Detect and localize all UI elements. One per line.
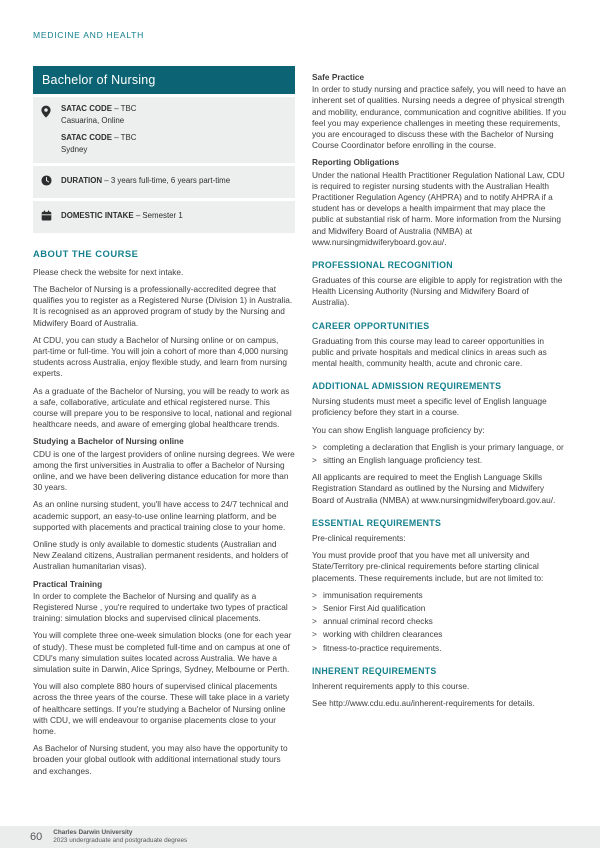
safe-practice-subheading: Safe Practice	[312, 72, 365, 82]
online-subheading: Studying a Bachelor of Nursing online	[33, 436, 184, 447]
duration-line	[61, 176, 230, 187]
paragraph-safe-practice: In order to study nursing and practice safely, you will need to have an inherent set of qualities. Nursing needs a degree of physical strength and mobility, endurance, communication and cognitive abilities. If you feel you may experience challenges in meeting these requirements, you are encouraged to discuss these with the Bachelor of Nursing Course Coordinator before enrolling in the course.	[312, 84, 566, 151]
list-item	[312, 603, 567, 614]
paragraph-essential-2: You must provide proof that you have met all university and State/Territory pre-clinical requirements before starting clinical placements. These requirements include, but are not limited to:	[312, 550, 544, 583]
paragraph-admission-3: All applicants are required to meet the English Language Skills Registration Standard as outlined by the Nursing and Midwifery Board of Australia (NMBA) at www.nursingmidwiferyboard.gov.au/.	[312, 472, 556, 505]
paragraph-about-2: At CDU, you can study a Bachelor of Nursing online or on campus, part-time or full-time. You will join a cohort of more than 4,000 nursing students across Australia, enjoy flexible study, and learn from nursing experts.	[33, 334, 289, 379]
duration-section	[33, 166, 295, 198]
preclinical-requirements-list	[312, 590, 567, 654]
essential-heading: ESSENTIAL REQUIREMENTS	[312, 517, 442, 528]
english-proficiency-list	[312, 442, 567, 466]
satac-code-label: SATAC CODE	[61, 133, 112, 143]
paragraph-online-3: Online study is only available to domestic students (Australian and New Zealand citizens, Australian permanent residents, and holders of Australian humanitarian visas).	[33, 538, 289, 572]
list-item-text: completing a declaration that English is your primary language, or	[323, 441, 564, 452]
paragraph-admission-2: You can show English language proficiency by:	[312, 424, 485, 435]
paragraph-practical-3: You will also complete 880 hours of supervised clinical placements across the three years of the course. These will take place in a variety of healthcare settings. If you're studying a Bachelor of Nursing online with CDU, we will endeavour to organise placements close to your home.	[33, 681, 290, 736]
bullet-glyph: >	[312, 616, 317, 627]
paragraph-admission-1: Nursing students must meet a specific level of English language proficiency before they start in a course.	[312, 396, 547, 418]
footer-text	[53, 829, 187, 846]
list-item	[312, 616, 567, 627]
intake-calendar-icon	[41, 208, 61, 226]
course-title: Bachelor of Nursing	[42, 73, 156, 87]
list-item	[312, 455, 567, 466]
course-title-banner	[33, 66, 295, 94]
paragraph-intake-note: Please check the website for next intake.	[33, 266, 184, 277]
list-item-text: Senior First Aid qualification	[323, 602, 426, 613]
reporting-subheading: Reporting Obligations	[312, 157, 400, 168]
satac-location: Sydney	[61, 145, 88, 155]
satac-location: Casuarina, Online	[61, 115, 125, 125]
page-number: 60	[30, 831, 43, 843]
duration-value: – 3 years full-time, 6 years part-time	[102, 176, 231, 186]
content-columns	[33, 66, 567, 783]
paragraph-inherent-1: Inherent requirements apply to this course.	[312, 680, 470, 691]
satac-code-line	[61, 133, 136, 144]
list-item-text: working with children clearances	[323, 629, 443, 640]
left-column	[33, 66, 295, 783]
paragraph-reporting: Under the national Health Practitioner Regulation National Law, CDU is required to register nursing students with the Australian Health Practitioner Regulation Agency (AHPRA) and to notify AHPRA if a student has or develops a health impairment that may place the public at substantial risk of harm. More information from the Nursing and Midwifery Board of Australia (NMBA) at www.nursingmidwiferyboard.gov.au/.	[312, 169, 565, 247]
paragraph-inherent-2: See http://www.cdu.edu.au/inherent-requirements for details.	[312, 697, 535, 708]
recognition-heading: PROFESSIONAL RECOGNITION	[312, 260, 453, 271]
bullet-glyph: >	[312, 642, 317, 653]
course-info-panel	[33, 97, 295, 233]
intake-line	[61, 211, 183, 222]
satac-entry	[61, 133, 136, 155]
bullet-glyph: >	[312, 602, 317, 613]
list-item	[312, 442, 567, 453]
paragraph-practical-2: You will complete three one-week simulation blocks (one for each year of study). These must be completed full-time and on campus at one of CDU's many simulation suites located across Australia. We have a simulation suite in Darwin, Alice Springs, Sydney, Melbourne or Perth.	[33, 630, 292, 674]
satac-entry	[61, 104, 136, 126]
list-item-text: immunisation requirements	[323, 589, 423, 600]
satac-code-label: SATAC CODE	[61, 104, 112, 113]
practical-subheading: Practical Training	[33, 578, 103, 589]
bullet-glyph: >	[312, 441, 317, 452]
paragraph-essential-1: Pre-clinical requirements:	[312, 532, 406, 543]
duration-label: DURATION	[61, 176, 103, 186]
satac-entries	[61, 104, 136, 156]
inherent-heading: INHERENT REQUIREMENTS	[312, 665, 437, 676]
paragraph-about-3: As a graduate of the Bachelor of Nursing, you will be ready to work as a safe, collaborative, articulate and ethical registered nurse. This course will prepare you to be responsive to local, national and regional healthcare needs, and aware of emerging global healthcare trends.	[33, 385, 292, 430]
paragraph-online-1: CDU is one of the largest providers of online nursing degrees. We were among the first universities in Australia to offer a Bachelor of Nursing online, and we have been delivering distance education for more than 30 years.	[33, 448, 295, 493]
footer-org: Charles Darwin University	[53, 828, 133, 836]
page-footer	[0, 826, 600, 848]
list-item-text: annual criminal record checks	[323, 616, 433, 627]
location-icon	[41, 104, 61, 123]
paragraph-practical-4: As Bachelor of Nursing student, you may also have the opportunity to broaden your global outlook with additional international study tours and exchanges.	[33, 743, 288, 776]
list-item-text: sitting an English language proficiency test.	[323, 455, 483, 466]
satac-code-value: – TBC	[112, 104, 137, 113]
list-item	[312, 643, 567, 654]
list-item	[312, 629, 567, 640]
intake-label: DOMESTIC INTAKE	[61, 211, 134, 221]
list-item	[312, 590, 567, 601]
about-heading: ABOUT THE COURSE	[33, 247, 139, 259]
career-heading: CAREER OPPORTUNITIES	[312, 320, 430, 331]
intake-section	[33, 201, 295, 233]
bullet-glyph: >	[312, 629, 317, 640]
satac-code-value: – TBC	[112, 133, 137, 143]
intake-value: – Semester 1	[133, 211, 183, 221]
bullet-glyph: >	[312, 589, 317, 600]
paragraph-online-2: As an online nursing student, you'll have access to 24/7 technical and academic support, an easy-to-use online learning platform, and be supported with placements and practical training close to your home.	[33, 499, 289, 532]
list-item-text: fitness-to-practice requirements.	[323, 642, 442, 653]
paragraph-recognition: Graduates of this course are eligible to apply for registration with the Health Licensing Authority (Nursing and Midwifery Board of Australia).	[312, 275, 563, 308]
satac-code-line	[61, 104, 136, 115]
section-eyebrow: MEDICINE AND HEALTH	[33, 30, 145, 40]
satac-section	[33, 97, 295, 163]
paragraph-career: Graduating from this course may lead to career opportunities in public and private hospitals and medical clinics in areas such as mental health, community health, acute and chronic care.	[312, 335, 547, 369]
paragraph-about-1: The Bachelor of Nursing is a professionally-accredited degree that qualifies you to register as a Registered Nurse (Division 1) in Australia. It is recognised as an approved program of study by the Nursing and Midwifery Board of Australia.	[33, 283, 293, 328]
bullet-glyph: >	[312, 455, 317, 466]
duration-icon	[41, 173, 61, 191]
footer-edition: 2023 undergraduate and postgraduate degrees	[53, 837, 188, 844]
paragraph-practical-1: In order to complete the Bachelor of Nursing and qualify as a Registered Nurse , you're required to undertake two types of practical training: simulation blocks and supervised clinical placements.	[33, 590, 288, 624]
right-column	[312, 66, 567, 783]
admission-heading: ADDITIONAL ADMISSION REQUIREMENTS	[312, 381, 502, 392]
